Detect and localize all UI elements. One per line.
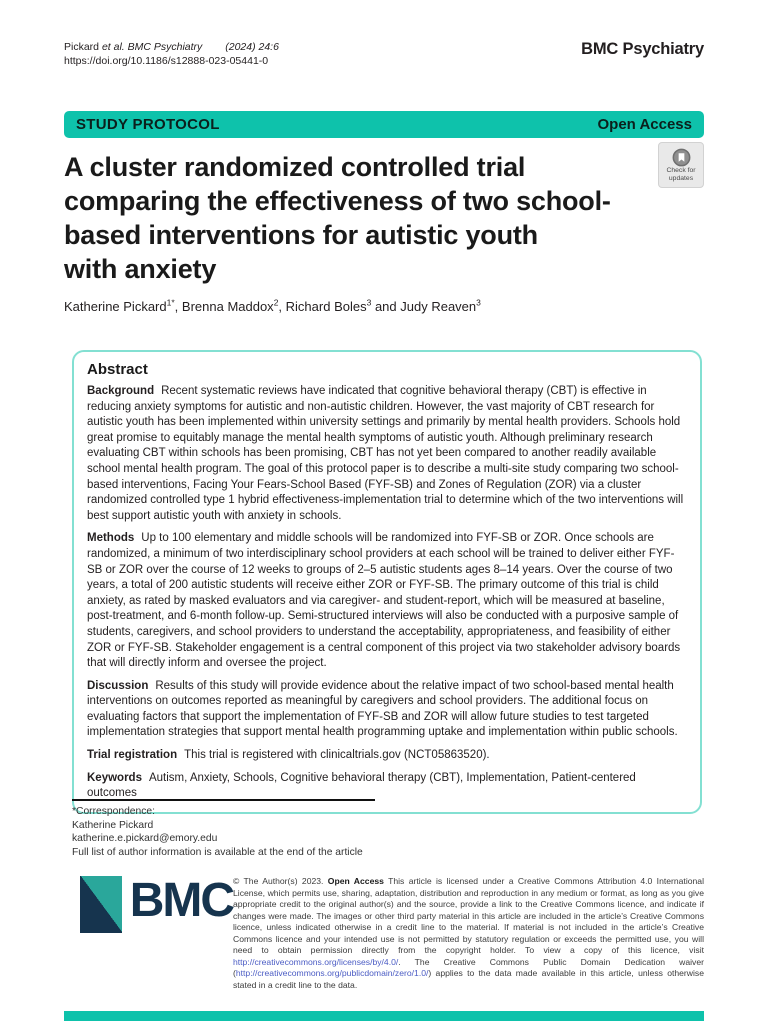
abstract-trial-registration: [87, 748, 687, 764]
citation-issue: (2024) 24:6: [225, 41, 279, 53]
author-2: Brenna Maddox: [181, 299, 274, 314]
abstract-methods-text: Up to 100 elementary and middle schools will be randomized into FYF-SB or ZOR. Once schools are randomized, a minimum of two interdisciplinary school providers at each school will be trained to deliver either FYF-SB or ZOR over the course of 12 weeks to groups of 2–5 autistic students ages 8–14 years. Over the course of two years, a total of 200 autistic students will receive either ZOR or FYF-SB. The primary outcome of this trial is child anxiety, as rated by masked evaluators and via caregiver- and student-report, which will be measured at baseline, post-treatment, and 6-month follow-up. Semi-structured interviews will also be conducted with a purposive sample of students, caregivers, and school providers to understand the acceptability, appropriateness, and feasibility of either ZOR or FYF-SB. Stakeholder engagement is a central component of this project via two stakeholder advisory boards that will directly inform and oversee the project.: [87, 532, 681, 670]
author-separator: ,: [174, 299, 182, 314]
abstract-discussion-label: Discussion: [87, 679, 149, 692]
title-line-2: comparing the effectiveness of two school-: [64, 186, 611, 216]
copyright-open-access: Open Access: [327, 876, 384, 886]
journal-name: BMC Psychiatry: [581, 40, 704, 58]
abstract-box: [72, 350, 702, 814]
copyright-notice: [233, 876, 704, 991]
title-line-3: based interventions for autistic youth: [64, 220, 538, 250]
bmc-logo-icon: [80, 876, 122, 933]
abstract-keywords: [87, 771, 687, 802]
check-updates-label-2: updates: [668, 174, 694, 182]
correspondence-note: Full list of author information is available at the end of the article: [72, 846, 363, 858]
author-4: Judy Reaven: [400, 299, 477, 314]
footer-accent-bar: [64, 1011, 704, 1021]
abstract-discussion-text: Results of this study will provide evidence about the relative impact of two school-based mental health interventions on outcomes reported as meaningful by caregivers and school providers. The additional focus on evaluating factors that support the implementation of FYF-SB and ZOR will allow future studies to test targeted implementation strategies that support mental health programming uptake and implementation within public schools.: [87, 679, 678, 739]
check-for-updates-badge[interactable]: [658, 142, 704, 188]
citation-authors: Pickard: [64, 41, 100, 53]
title-line-1: A cluster randomized controlled trial: [64, 152, 526, 182]
author-separator: ,: [278, 299, 286, 314]
correspondence-divider: [72, 799, 375, 801]
abstract-keywords-text: Autism, Anxiety, Schools, Cognitive behavioral therapy (CBT), Implementation, Patient-centered outcomes: [87, 771, 636, 800]
correspondence-name: Katherine Pickard: [72, 819, 154, 831]
article-type-label: STUDY PROTOCOL: [76, 116, 220, 133]
title-line-4: with anxiety: [64, 254, 217, 284]
cc-publicdomain-link[interactable]: http://creativecommons.org/publicdomain/zero/1.0/: [235, 968, 429, 978]
abstract-methods: [87, 531, 687, 671]
copyright-body: This article is licensed under a Creative Commons Attribution 4.0 International License, which permits use, sharing, adaptation, distribution and reproduction in any medium or format, as long as you give appropriate credit to the original author(s) and the source, provide a link to the Creative Commons licence, and indicate if changes were made. The images or other third party material in this article are included in the article’s Creative Commons licence, unless indicated otherwise in a credit line to the material. If material is not included in the article’s Creative Commons licence and your intended use is not permitted by statutory regulation or exceeds the permitted use, you will need to obtain permission directly from the copyright holder. To view a copy of this licence, visit: [233, 876, 704, 955]
bmc-logo-text: BMC: [129, 874, 233, 927]
abstract-keywords-label: Keywords: [87, 771, 142, 784]
copyright-suffix: ) applies to the data made available in this article, unless otherwise stated in a credit line to the data.: [233, 968, 704, 990]
bmc-logo: [80, 876, 233, 991]
abstract-background: [87, 384, 687, 524]
article-type-banner: [64, 111, 704, 138]
cc-license-link[interactable]: http://creativecommons.org/licenses/by/4.0/: [233, 956, 399, 967]
author-3-affiliation: 3: [366, 297, 372, 308]
author-3: Richard Boles: [285, 299, 367, 314]
abstract-heading: Abstract: [87, 361, 148, 378]
author-1-affiliation: 1*: [166, 297, 175, 308]
author-list: [64, 299, 704, 314]
author-separator: and: [371, 299, 401, 314]
page-header: [64, 40, 704, 68]
abstract-discussion: [87, 679, 687, 741]
copyright-prefix: © The Author(s) 2023.: [233, 876, 328, 886]
check-updates-label-1: Check for: [666, 166, 696, 174]
copyright-mid: . The Creative Commons Public Domain Dedication waiver (: [233, 956, 704, 978]
abstract-background-text: Recent systematic reviews have indicated that cognitive behavioral therapy (CBT) is effective in reducing anxiety symptoms for autistic and non-autistic children. However, the vast majority of CBT research for autistic youth has been implemented within university settings and primarily by mental health providers. Schools hold great promise to equitably manage the mental health symptoms of autistic youth. Although preliminary research evaluating CBT within schools has been promising, CBT has not yet been compared to another readily available school mental health program. The goal of this protocol paper is to describe a multi-site study comparing two school-based interventions, Facing Your Fears-School Based (FYF-SB) and Zones of Regulation (ZOR) via a cluster randomized controlled type 1 hybrid effectiveness-implementation trial to determine which of the two interventions will best support autistic youth with anxiety in schools.: [87, 385, 684, 522]
author-1: Katherine Pickard: [64, 299, 167, 314]
article-title: [64, 150, 664, 286]
correspondence-block: [72, 805, 432, 859]
abstract-background-label: Background: [87, 385, 155, 397]
doi-link[interactable]: https://doi.org/10.1186/s12888-023-05441-0: [64, 55, 269, 67]
citation-block: [64, 40, 279, 68]
abstract-methods-label: Methods: [87, 532, 135, 545]
citation-line: [64, 40, 279, 54]
citation-journal: et al. BMC Psychiatry: [101, 41, 203, 53]
correspondence-email[interactable]: katherine.e.pickard@emory.edu: [72, 833, 218, 845]
page-footer: [80, 876, 704, 991]
correspondence-label: *Correspondence:: [72, 806, 155, 817]
abstract-trial-registration-label: Trial registration: [87, 749, 178, 762]
open-access-label: Open Access: [597, 116, 692, 133]
check-updates-icon: [672, 148, 691, 167]
author-4-affiliation: 3: [476, 297, 481, 308]
abstract-trial-registration-text: This trial is registered with clinicaltrials.gov (NCT05863520).: [184, 749, 490, 762]
author-2-affiliation: 2: [273, 297, 279, 308]
